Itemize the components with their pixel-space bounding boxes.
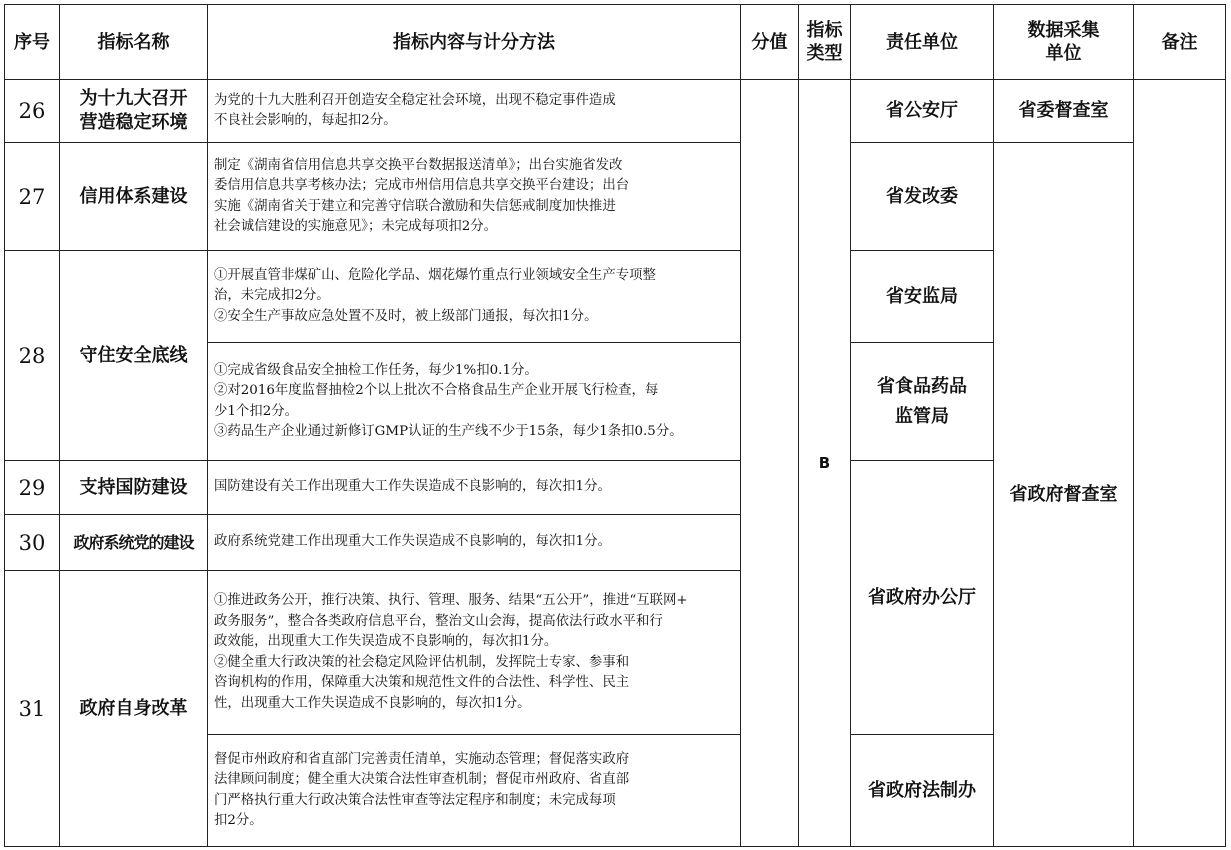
content-line: 政务服务”，整合各类政府信息平台，整治文山会海，提高依法行政水平和行: [214, 613, 663, 629]
content-line: ①完成省级食品安全抽检工作任务，每少1%扣0.1分。: [214, 362, 538, 378]
note-cell: [1134, 80, 1226, 847]
content-line: 社会诚信建设的实施意见》；未完成每项扣2分。: [214, 219, 498, 234]
header-note: 备注: [1134, 5, 1226, 80]
seq-cell: 27: [5, 143, 60, 251]
content-cell: [208, 571, 741, 735]
header-content: 指标内容与计分方法: [208, 5, 741, 80]
content-cell: [208, 143, 741, 251]
content-line: ②对2016年度监督抽检2个以上批次不合格食品生产企业开展飞行检查，每: [214, 383, 659, 398]
name-cell: [60, 80, 208, 143]
content-cell: [208, 343, 741, 461]
header-seq: 序号: [5, 5, 60, 80]
header-collect-line1: 数据采集: [1027, 20, 1100, 41]
content-line: 咨询机构的作用，保障重大决策和规范性文件的合法性、科学性、民主: [214, 675, 630, 690]
name-cell: 政府自身改革: [60, 571, 208, 847]
name-line: 营造稳定环境: [79, 112, 188, 133]
header-score: 分值: [741, 5, 799, 80]
content-line: 性，出现重大工作失误造成不良影响的，每次扣1分。: [214, 695, 531, 711]
content-line: 治，未完成扣2分。: [214, 288, 330, 304]
header-name: 指标名称: [60, 5, 208, 80]
content-line: ③药品生产企业通过新修订GMP认证的生产线不少于15条，每少1条扣0.5分。: [214, 424, 683, 439]
content-line: 委信用信息共享考核办法；完成市州信用信息共享交换平台建设；出台: [214, 178, 630, 193]
resp-unit-cell: [851, 343, 994, 461]
content-line: 政效能，出现重大工作失误造成不良影响的，每次扣1分。: [214, 634, 558, 649]
name-line: 为十九大召开: [79, 88, 188, 109]
resp-unit-cell: 省安监局: [851, 251, 994, 343]
unit-line: 监管局: [895, 405, 949, 427]
content-line: 国防建设有关工作出现重大工作失误造成不良影响的，每次扣1分。: [214, 479, 611, 495]
seq-cell: 29: [5, 461, 60, 515]
content-line: 政府系统党建工作出现重大工作失误造成不良影响的，每次扣1分。: [214, 534, 611, 550]
content-cell: [208, 515, 741, 571]
resp-unit-cell: 省发改委: [851, 143, 994, 251]
header-collect: [994, 5, 1134, 80]
name-cell: 守住安全底线: [60, 251, 208, 461]
content-cell: [208, 461, 741, 515]
content-line: 督促市州政府和省直部门完善责任清单，实施动态管理；督促落实政府: [214, 751, 630, 767]
content-line: ②健全重大行政决策的社会稳定风险评估机制，发挥院士专家、参事和: [214, 654, 630, 670]
header-type-line1: 指标: [806, 20, 843, 41]
header-type: [799, 5, 851, 80]
header-row: [5, 5, 1226, 80]
resp-unit-cell: 省公安厅: [851, 80, 994, 143]
seq-cell: 30: [5, 515, 60, 571]
content-line: 扣2分。: [214, 813, 263, 828]
name-cell: 支持国防建设: [60, 461, 208, 515]
content-line: 实施《湖南省关于建立和完善守信联合激励和失信惩戒制度加快推进: [214, 198, 616, 214]
content-line: ①开展直管非煤矿山、危险化学品、烟花爆竹重点行业领域安全生产专项整: [214, 267, 656, 283]
content-cell: [208, 80, 741, 143]
name-cell: 信用体系建设: [60, 143, 208, 251]
content-line: 法律顾问制度；健全重大决策合法性审查机制；督促市州政府、省直部: [214, 772, 630, 787]
content-cell: [208, 735, 741, 847]
content-line: 少1个扣2分。: [214, 403, 298, 419]
indicator-table: [4, 4, 1226, 847]
content-line: 不良社会影响的，每起扣2分。: [214, 113, 397, 128]
table-row: [5, 143, 1226, 251]
collect-unit-cell: 省政府督查室: [994, 143, 1134, 847]
score-cell: [741, 80, 799, 847]
resp-unit-cell: 省政府办公厅: [851, 461, 994, 735]
type-cell: B: [799, 80, 851, 847]
content-line: 为党的十九大胜利召开创造安全稳定社会环境，出现不稳定事件造成: [214, 92, 616, 108]
content-line: 门严格执行重大行政决策合法性审查等法定程序和制度；未完成每项: [214, 792, 616, 808]
content-line: ①推进政务公开，推行决策、执行、管理、服务、结果“五公开”，推进“互联网+: [214, 593, 688, 608]
header-resp: 责任单位: [851, 5, 994, 80]
header-collect-line2: 单位: [1045, 43, 1082, 64]
name-line: 政府系统党的建设: [73, 532, 194, 552]
unit-line: 省食品药品: [877, 375, 967, 397]
resp-unit-cell: 省政府法制办: [851, 735, 994, 847]
seq-cell: 28: [5, 251, 60, 461]
table-row: [5, 80, 1226, 143]
content-line: ②安全生产事故应急处置不及时，被上级部门通报，每次扣1分。: [214, 308, 598, 324]
seq-cell: 31: [5, 571, 60, 847]
content-cell: [208, 251, 741, 343]
name-cell: [60, 515, 208, 571]
collect-unit-cell: 省委督查室: [994, 80, 1134, 143]
content-line: 制定《湖南省信用信息共享交换平台数据报送清单》；出台实施省发改: [214, 157, 623, 173]
header-type-line2: 类型: [806, 43, 843, 64]
seq-cell: 26: [5, 80, 60, 143]
